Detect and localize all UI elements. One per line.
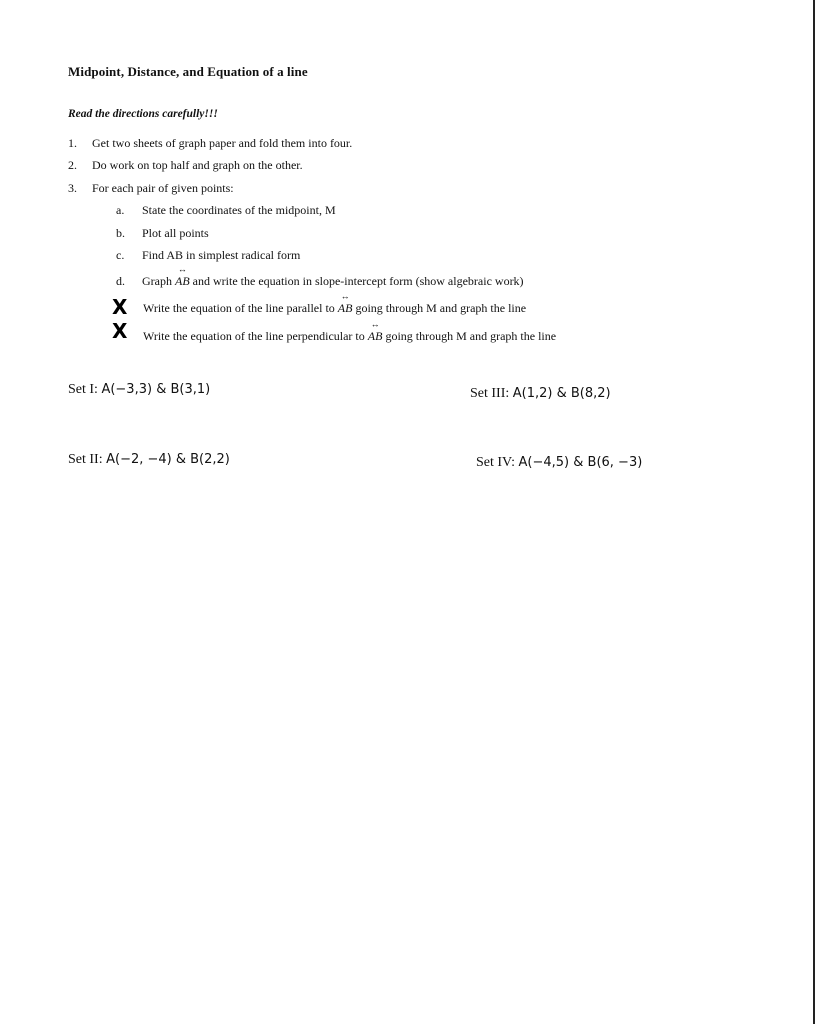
substep-text: State the coordinates of the midpoint, M	[142, 203, 336, 217]
substep-text-pre: Graph	[142, 274, 175, 288]
substep-text-post: going through M and graph the line	[352, 301, 527, 315]
vector-ab: ↔ AB	[175, 274, 190, 289]
substep-text-pre: Write the equation of the line perpendicular to	[143, 329, 368, 343]
substep-text-post: going through M and graph the line	[382, 329, 557, 343]
step-text: Get two sheets of graph paper and fold them into four.	[92, 136, 353, 150]
substep-letter: a.	[116, 203, 125, 217]
substep-b	[116, 226, 209, 241]
substep-d	[116, 274, 524, 289]
step-number: 2.	[68, 158, 77, 172]
set-points: A(−3,3) & B(3,1)	[101, 382, 211, 397]
set-1	[68, 382, 210, 398]
vector-ab: ↔ AB	[338, 301, 353, 316]
substep-text: Plot all points	[142, 226, 209, 240]
substep-a	[116, 203, 336, 218]
step-number: 3.	[68, 181, 77, 195]
substep-f	[143, 329, 556, 344]
substep-letter: d.	[116, 274, 125, 288]
set-points: A(1,2) & B(8,2)	[512, 386, 611, 401]
step-1	[68, 136, 352, 151]
set-points: A(−2, −4) & B(2,2)	[106, 452, 230, 467]
step-2	[68, 158, 303, 173]
substep-c	[116, 248, 300, 263]
step-text: Do work on top half and graph on the other.	[92, 158, 303, 172]
step-3	[68, 181, 234, 196]
crossed-out-x-icon: X	[112, 319, 128, 343]
set-points: A(−4,5) & B(6, −3)	[518, 455, 643, 470]
substep-e	[143, 301, 526, 316]
substep-text: Find AB in simplest radical form	[142, 248, 301, 262]
set-2	[68, 452, 230, 468]
worksheet-title: Midpoint, Distance, and Equation of a line	[68, 64, 308, 79]
substep-letter: c.	[116, 248, 125, 262]
vector-ab: ↔ AB	[368, 329, 383, 344]
substep-text-pre: Write the equation of the line parallel to	[143, 301, 338, 315]
page-edge-border	[813, 0, 815, 1024]
step-text: For each pair of given points:	[92, 181, 234, 195]
set-label: Set II:	[68, 452, 107, 467]
set-3	[470, 386, 611, 402]
crossed-out-x-icon: X	[112, 295, 128, 319]
set-4	[476, 455, 642, 471]
directions-heading: Read the directions carefully!!!	[68, 108, 218, 120]
substep-letter: b.	[116, 226, 125, 240]
substep-text-post: and write the equation in slope-intercept form (show algebraic work)	[189, 274, 524, 288]
step-number: 1.	[68, 136, 77, 150]
set-label: Set I:	[68, 382, 102, 397]
set-label: Set IV:	[476, 455, 519, 470]
set-label: Set III:	[470, 386, 513, 401]
